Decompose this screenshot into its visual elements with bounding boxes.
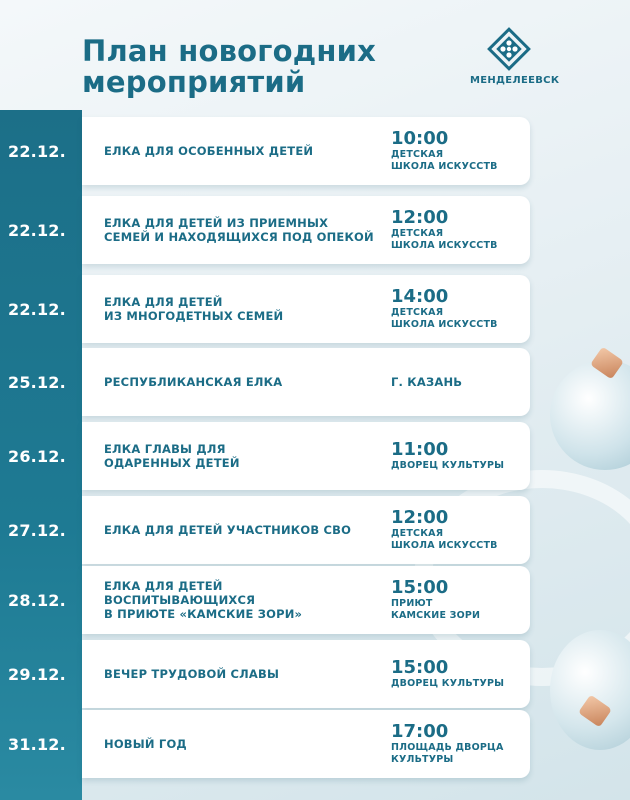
event-info <box>391 710 526 778</box>
event-title: ВЕЧЕР ТРУДОВОЙ СЛАВЫ <box>104 667 280 681</box>
event-place: ДВОРЕЦ КУЛЬТУРЫ <box>391 678 505 689</box>
event-time: 10:00 <box>391 128 449 149</box>
logo-text: МЕНДЕЛЕЕВСК <box>470 75 560 86</box>
event-date: 22.12. <box>8 220 66 240</box>
event-title: НОВЫЙ ГОД <box>104 737 187 751</box>
ornament-cap-decoration <box>590 347 624 380</box>
event-info <box>391 640 526 708</box>
event-row <box>0 710 530 778</box>
event-title: ЕЛКА ДЛЯ ДЕТЕЙ ИЗ ПРИЕМНЫХ СЕМЕЙ И НАХОДЯЩИХСЯ ПОД ОПЕКОЙ <box>104 216 374 244</box>
event-date: 22.12. <box>8 299 66 319</box>
event-card <box>82 710 530 778</box>
event-info <box>391 348 526 416</box>
event-card <box>82 422 530 490</box>
event-title: ЕЛКА ДЛЯ ОСОБЕННЫХ ДЕТЕЙ <box>104 144 314 158</box>
event-info <box>391 117 526 185</box>
event-info <box>391 566 526 634</box>
event-card <box>82 196 530 264</box>
event-card <box>82 117 530 185</box>
event-row <box>0 196 530 264</box>
event-date: 27.12. <box>8 520 66 540</box>
city-logo <box>470 26 560 86</box>
event-title: ЕЛКА ДЛЯ ДЕТЕЙ УЧАСТНИКОВ СВО <box>104 523 352 537</box>
event-date: 29.12. <box>8 664 66 684</box>
event-time: 17:00 <box>391 721 449 742</box>
event-card <box>82 640 530 708</box>
event-time: 11:00 <box>391 439 449 460</box>
event-place: ДЕТСКАЯ ШКОЛА ИСКУССТВ <box>391 307 498 330</box>
event-row <box>0 496 530 564</box>
page-title: План новогодних мероприятий <box>82 34 377 99</box>
event-date: 28.12. <box>8 590 66 610</box>
event-card <box>82 566 530 634</box>
event-row <box>0 640 530 708</box>
event-place: Г. КАЗАНЬ <box>391 375 463 389</box>
event-row <box>0 566 530 634</box>
event-place: ДЕТСКАЯ ШКОЛА ИСКУССТВ <box>391 228 498 251</box>
event-time: 15:00 <box>391 657 449 678</box>
event-place: ДВОРЕЦ КУЛЬТУРЫ <box>391 460 505 471</box>
event-title: ЕЛКА ДЛЯ ДЕТЕЙ ИЗ МНОГОДЕТНЫХ СЕМЕЙ <box>104 295 284 323</box>
event-info <box>391 422 526 490</box>
event-card <box>82 496 530 564</box>
ornament-decoration <box>550 630 630 750</box>
event-row <box>0 275 530 343</box>
event-place: ДЕТСКАЯ ШКОЛА ИСКУССТВ <box>391 149 498 172</box>
event-date: 25.12. <box>8 372 66 392</box>
event-title: ЕЛКА ГЛАВЫ ДЛЯ ОДАРЕННЫХ ДЕТЕЙ <box>104 442 240 470</box>
event-row <box>0 117 530 185</box>
event-title: РЕСПУБЛИКАНСКАЯ ЕЛКА <box>104 375 283 389</box>
ornament-decoration <box>550 360 630 470</box>
ornament-cap-decoration <box>578 695 612 728</box>
city-emblem-icon <box>486 26 532 72</box>
event-info <box>391 196 526 264</box>
event-date: 22.12. <box>8 141 66 161</box>
event-card <box>82 275 530 343</box>
event-card <box>82 348 530 416</box>
event-time: 12:00 <box>391 507 449 528</box>
event-place: ПЛОЩАДЬ ДВОРЦА КУЛЬТУРЫ <box>391 742 504 765</box>
event-place: ДЕТСКАЯ ШКОЛА ИСКУССТВ <box>391 528 498 551</box>
event-place: ПРИЮТ КАМСКИЕ ЗОРИ <box>391 598 481 621</box>
event-info <box>391 275 526 343</box>
event-info <box>391 496 526 564</box>
event-time: 15:00 <box>391 577 449 598</box>
event-time: 12:00 <box>391 207 449 228</box>
event-date: 31.12. <box>8 734 66 754</box>
event-time: 14:00 <box>391 286 449 307</box>
event-row <box>0 348 530 416</box>
event-date: 26.12. <box>8 446 66 466</box>
event-title: ЕЛКА ДЛЯ ДЕТЕЙ ВОСПИТЫВАЮЩИХСЯ В ПРИЮТЕ «КАМСКИЕ ЗОРИ» <box>104 579 303 621</box>
event-row <box>0 422 530 490</box>
